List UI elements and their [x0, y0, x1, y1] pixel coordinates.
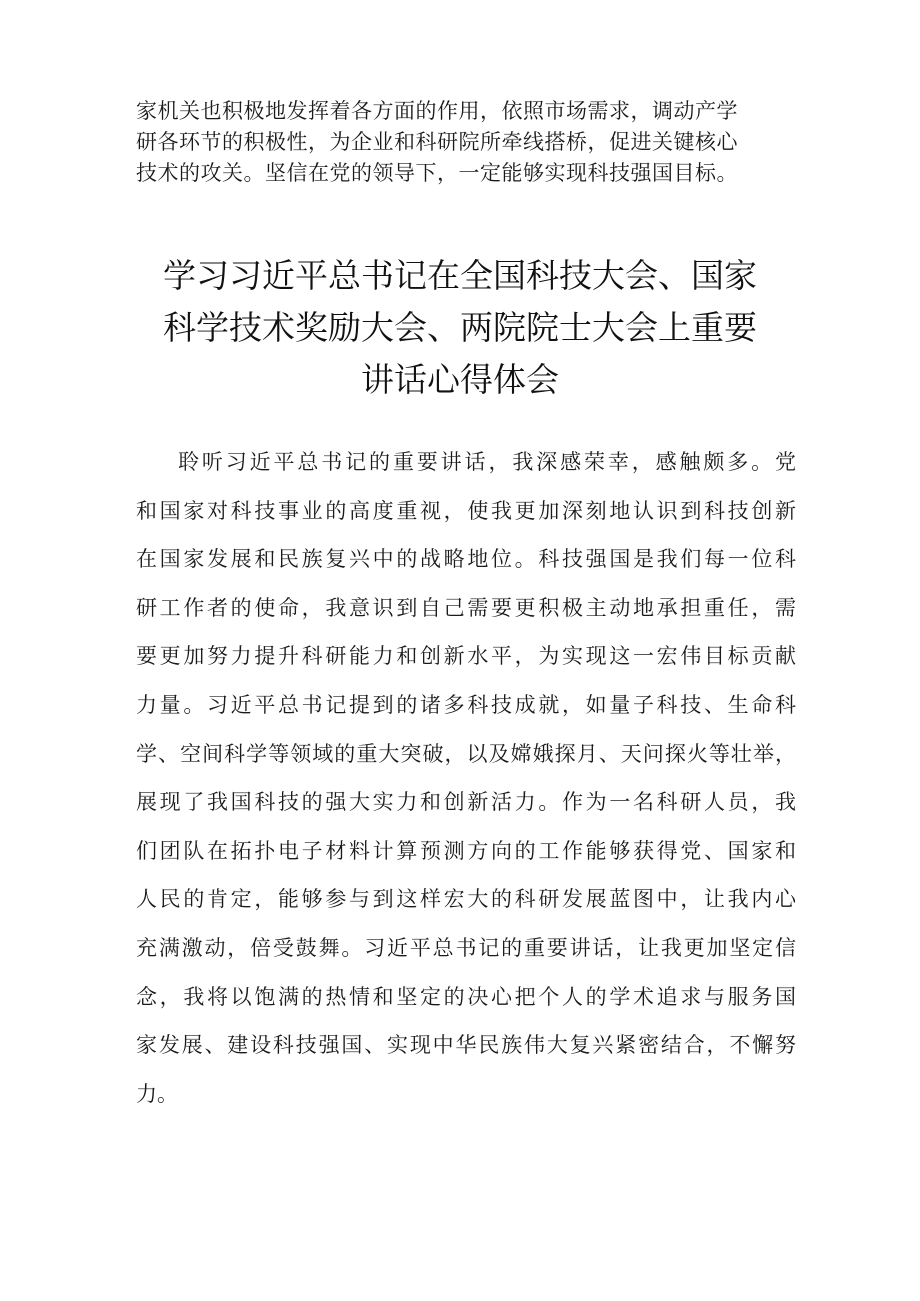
article-body-paragraph [136, 438, 796, 1118]
text-line: 念，我将以饱满的热情和坚定的决心把个人的学术追求与服务国 [136, 984, 796, 1009]
text-line: 技术的攻关。坚信在党的领导下，一定能够实现科技强国目标。 [136, 161, 738, 185]
text-line: 人民的肯定，能够参与到这样宏大的科研发展蓝图中，让我内心 [136, 887, 796, 912]
text-line: 家机关也积极地发挥着各方面的作用，依照市场需求，调动产学 [136, 99, 738, 123]
title-line: 科学技术奖励大会、两院院士大会上重要 [163, 308, 757, 347]
title-line: 学习习近平总书记在全国科技大会、国家 [163, 256, 757, 295]
previous-paragraph-tail [136, 96, 796, 189]
text-line: 家发展、建设科技强国、实现中华民族伟大复兴紧密结合，不懈努 [136, 1033, 796, 1058]
text-line: 力。 [136, 1081, 178, 1106]
text-line: 要更加努力提升科研能力和创新水平，为实现这一宏伟目标贡献 [136, 644, 796, 669]
text-line: 聆听习近平总书记的重要讲话，我深感荣幸，感触颇多。党 [178, 450, 796, 474]
text-line: 们团队在拓扑电子材料计算预测方向的工作能够获得党、国家和 [136, 838, 796, 863]
title-line: 讲话心得体会 [361, 360, 559, 399]
text-line: 充满激动，倍受鼓舞。习近平总书记的重要讲话，让我更加坚定信 [136, 935, 796, 960]
text-line: 研各环节的积极性，为企业和科研院所牵线搭桥，促进关键核心 [136, 130, 738, 154]
text-line: 和国家对科技事业的高度重视，使我更加深刻地认识到科技创新 [136, 498, 796, 523]
text-line: 展现了我国科技的强大实力和创新活力。作为一名科研人员，我 [136, 790, 796, 815]
text-line: 力量。习近平总书记提到的诸多科技成就，如量子科技、生命科 [136, 692, 796, 717]
text-line: 学、空间科学等领域的重大突破，以及嫦娥探月、天问探火等壮举， [136, 741, 796, 766]
article-title [100, 250, 820, 406]
text-line: 研工作者的使命，我意识到自己需要更积极主动地承担重任，需 [136, 595, 796, 620]
text-line: 在国家发展和民族复兴中的战略地位。科技强国是我们每一位科 [136, 547, 796, 572]
